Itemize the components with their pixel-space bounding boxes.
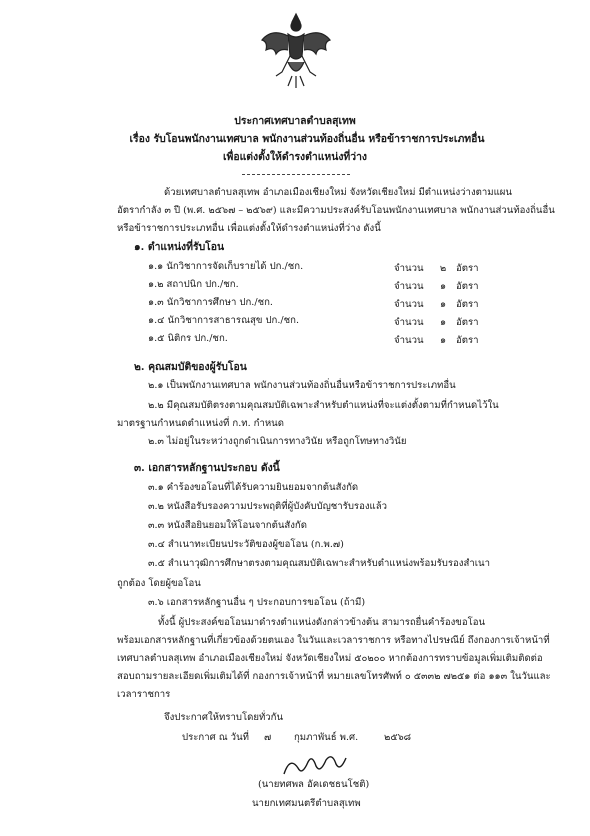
signer-position: นายกเทศมนตรีตำบลสุเทพ — [252, 798, 361, 809]
closing-line-1: ทั้งนี้ ผู้ประสงค์ขอโอนมาดำรงตำแหน่งดังกล่าวข้างต้น สามารถยื่นคำร้องขอโอน — [158, 617, 486, 628]
count-label: จำนวน — [394, 281, 424, 292]
announce-month-year: กุมภาพันธ์ พ.ศ. — [294, 732, 359, 743]
closing-line-2: พร้อมเอกสารหลักฐานที่เกี่ยวข้องด้วยตนเอง ในวันและเวลาราชการ หรือทางไปรษณีย์ ถึงกองการเจ้าหน้าที่ — [117, 635, 550, 646]
position-count: ๒ — [439, 263, 447, 274]
garuda-emblem-icon — [258, 10, 334, 90]
section3-heading: ๓. เอกสารหลักฐานประกอบ ดังนี้ — [134, 462, 280, 474]
section2-item: ๒.๓ ไม่อยู่ในระหว่างถูกดำเนินการทางวินัย หรือถูกโทษทางวินัย — [148, 436, 407, 447]
announce-text: จึงประกาศให้ทราบโดยทั่วกัน — [164, 712, 284, 723]
count-label: จำนวน — [394, 335, 424, 346]
signature-icon — [280, 750, 350, 780]
announce-day: ๗ — [264, 732, 272, 743]
section1-heading: ๑. ตำแหน่งที่รับโอน — [134, 241, 225, 253]
section3-item: ๓.๔ สำเนาทะเบียนประวัติของผู้ขอโอน (ก.พ.๗) — [148, 539, 344, 550]
doc-title: ประกาศเทศบาลตำบลสุเทพ — [234, 115, 356, 127]
section2-item-cont: มาตรฐานกำหนดตำแหน่งที่ ก.ท. กำหนด — [117, 418, 284, 429]
position-count: ๑ — [439, 281, 447, 292]
section2-heading: ๒. คุณสมบัติของผู้รับโอน — [134, 361, 247, 373]
closing-line-3: เทศบาลตำบลสุเทพ อำเภอเมืองเชียงใหม่ จังหวัดเชียงใหม่ ๕๐๒๐๐ หากต้องการทราบข้อมูลเพิ่มเติมติดต่อ — [117, 653, 543, 664]
section3-item: ๓.๕ สำเนาวุฒิการศึกษาตรงตามคุณสมบัติเฉพาะสำหรับตำแหน่งพร้อมรับรองสำเนา — [148, 558, 490, 569]
count-unit: อัตรา — [456, 281, 479, 292]
position-count: ๑ — [439, 335, 447, 346]
closing-line-4: สอบถามรายละเอียดเพิ่มเติมได้ที่ กองการเจ้าหน้าที่ หมายเลขโทรศัพท์ ๐ ๕๓๓๒ ๗๒๕๑ ต่อ ๑๑๓ ในวันและ — [117, 671, 551, 682]
position-title: ๑.๕ นิติกร ปก./ชก. — [148, 333, 228, 344]
announce-year: ๒๕๖๘ — [384, 732, 412, 743]
count-unit: อัตรา — [456, 263, 479, 274]
count-unit: อัตรา — [456, 299, 479, 310]
section2-item: ๒.๑ เป็นพนักงานเทศบาล พนักงานส่วนท้องถิ่นอื่นหรือข้าราชการประเภทอื่น — [148, 380, 456, 391]
section3-item: ๓.๑ คำร้องขอโอนที่ได้รับความยินยอมจากต้นสังกัด — [148, 482, 359, 493]
position-title: ๑.๒ สถาปนิก ปก./ชก. — [148, 279, 239, 290]
count-unit: อัตรา — [456, 317, 479, 328]
doc-subject: เรื่อง รับโอนพนักงานเทศบาล พนักงานส่วนท้องถิ่นอื่น หรือข้าราชการประเภทอื่น — [129, 133, 485, 145]
count-label: จำนวน — [394, 317, 424, 328]
announce-date-label: ประกาศ ณ วันที่ — [182, 732, 249, 743]
position-title: ๑.๔ นักวิชาการสาธารณสุข ปก./ชก. — [148, 315, 300, 326]
section3-item: ๓.๖ เอกสารหลักฐานอื่น ๆ ประกอบการขอโอน (ถ้ามี) — [148, 597, 366, 608]
doc-subject-line2: เพื่อแต่งตั้งให้ดำรงตำแหน่งที่ว่าง — [222, 151, 368, 163]
section3-item: ๓.๒ หนังสือรับรองความประพฤติที่ผู้บังคับบัญชารับรองแล้ว — [148, 501, 387, 512]
intro-line-2: อัตรากำลัง ๓ ปี (พ.ศ. ๒๕๖๗ – ๒๕๖๙) และมีความประสงค์รับโอนพนักงานเทศบาล พนักงานส่วนท้องถิ่นอื่น — [117, 205, 555, 216]
intro-line-1: ด้วยเทศบาลตำบลสุเทพ อำเภอเมืองเชียงใหม่ จังหวัดเชียงใหม่ มีตำแหน่งว่างตามแผน — [164, 187, 512, 198]
signer-name: (นายทศพล อัคเดชธนโชติ) — [258, 779, 370, 790]
section3-item: ๓.๓ หนังสือยินยอมให้โอนจากต้นสังกัด — [148, 520, 307, 531]
intro-line-3: หรือข้าราชการประเภทอื่น เพื่อแต่งตั้งให้ดำรงตำแหน่งที่ว่าง ดังนี้ — [117, 223, 381, 234]
section2-item: ๒.๒ มีคุณสมบัติตรงตามคุณสมบัติเฉพาะสำหรับตำแหน่งที่จะแต่งตั้งตามที่กำหนดไว้ใน — [148, 400, 499, 411]
position-count: ๑ — [439, 299, 447, 310]
separator-line — [242, 174, 350, 175]
closing-line-5: เวลาราชการ — [117, 689, 171, 700]
count-unit: อัตรา — [456, 335, 479, 346]
position-title: ๑.๓ นักวิชาการศึกษา ปก./ชก. — [148, 297, 273, 308]
position-count: ๑ — [439, 317, 447, 328]
section3-item-cont: ถูกต้อง โดยผู้ขอโอน — [117, 578, 201, 589]
position-title: ๑.๑ นักวิชาการจัดเก็บรายได้ ปก./ชก. — [148, 261, 304, 272]
count-label: จำนวน — [394, 299, 424, 310]
count-label: จำนวน — [394, 263, 424, 274]
